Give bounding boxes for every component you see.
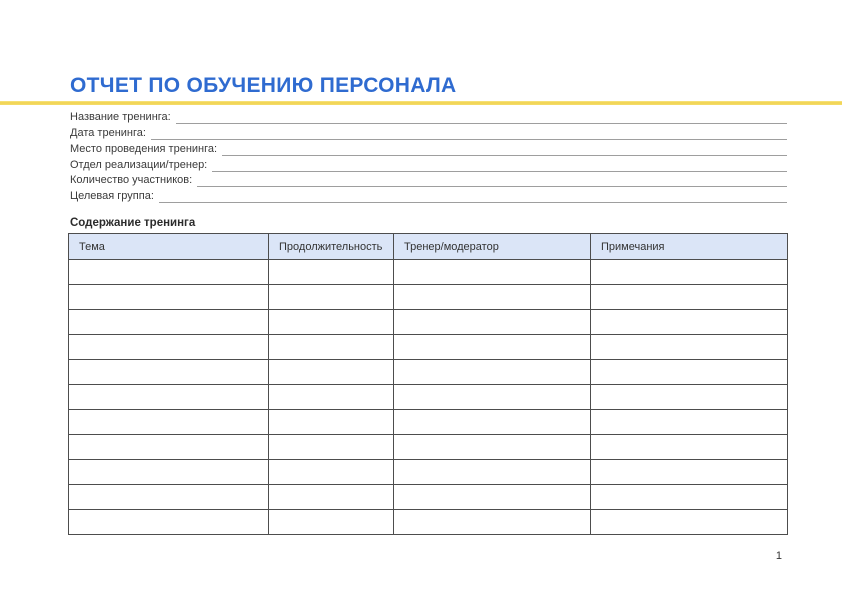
form-field-participants-count	[70, 172, 787, 188]
table-cell-duration[interactable]	[269, 510, 394, 535]
table-cell-trainer[interactable]	[394, 485, 591, 510]
field-input-line[interactable]	[159, 189, 787, 203]
form-field-training-name	[70, 108, 787, 124]
table-cell-trainer[interactable]	[394, 285, 591, 310]
form-field-target-group	[70, 187, 787, 203]
table-cell-notes[interactable]	[591, 310, 788, 335]
table-cell-topic[interactable]	[69, 510, 269, 535]
table-cell-duration[interactable]	[269, 410, 394, 435]
table-header-row	[69, 234, 788, 260]
training-content-table	[68, 233, 788, 535]
table-cell-duration[interactable]	[269, 285, 394, 310]
table-cell-notes[interactable]	[591, 335, 788, 360]
field-input-line[interactable]	[197, 173, 787, 187]
field-label: Название тренинга:	[70, 110, 171, 123]
table-cell-duration[interactable]	[269, 335, 394, 360]
table-cell-duration[interactable]	[269, 310, 394, 335]
table-cell-notes[interactable]	[591, 360, 788, 385]
page-number: 1	[775, 550, 782, 562]
table-cell-notes[interactable]	[591, 285, 788, 310]
column-header-notes: Примечания	[591, 234, 788, 260]
table-cell-notes[interactable]	[591, 435, 788, 460]
table-cell-topic[interactable]	[69, 360, 269, 385]
table-row	[69, 460, 788, 485]
column-header-trainer: Тренер/модератор	[394, 234, 591, 260]
table-cell-notes[interactable]	[591, 410, 788, 435]
field-input-line[interactable]	[151, 126, 787, 140]
table-row	[69, 260, 788, 285]
table-cell-notes[interactable]	[591, 260, 788, 285]
table-cell-duration[interactable]	[269, 360, 394, 385]
table-cell-duration[interactable]	[269, 385, 394, 410]
table-row	[69, 335, 788, 360]
table-cell-notes[interactable]	[591, 485, 788, 510]
table-cell-duration[interactable]	[269, 435, 394, 460]
table-cell-topic[interactable]	[69, 410, 269, 435]
field-label: Дата тренинга:	[70, 126, 146, 139]
report-form-fields	[70, 108, 787, 203]
table-cell-topic[interactable]	[69, 435, 269, 460]
table-cell-notes[interactable]	[591, 460, 788, 485]
table-cell-topic[interactable]	[69, 385, 269, 410]
field-input-line[interactable]	[176, 110, 787, 124]
table-cell-topic[interactable]	[69, 260, 269, 285]
table-cell-trainer[interactable]	[394, 260, 591, 285]
table-cell-topic[interactable]	[69, 285, 269, 310]
form-field-training-date	[70, 124, 787, 140]
accent-divider	[0, 101, 842, 105]
field-input-line[interactable]	[212, 158, 787, 172]
field-label: Место проведения тренинга:	[70, 142, 218, 155]
table-cell-trainer[interactable]	[394, 385, 591, 410]
table-cell-trainer[interactable]	[394, 460, 591, 485]
field-label: Количество участников:	[70, 174, 193, 187]
form-field-department-trainer	[70, 156, 787, 172]
table-cell-notes[interactable]	[591, 385, 788, 410]
table-row	[69, 385, 788, 410]
table-cell-trainer[interactable]	[394, 310, 591, 335]
table-cell-trainer[interactable]	[394, 335, 591, 360]
table-cell-topic[interactable]	[69, 310, 269, 335]
field-input-line[interactable]	[222, 142, 787, 156]
table-row	[69, 410, 788, 435]
table-cell-topic[interactable]	[69, 485, 269, 510]
table-cell-topic[interactable]	[69, 335, 269, 360]
table-row	[69, 485, 788, 510]
table-cell-duration[interactable]	[269, 260, 394, 285]
table-cell-duration[interactable]	[269, 460, 394, 485]
section-title: Содержание тренинга	[70, 217, 196, 229]
table-cell-duration[interactable]	[269, 485, 394, 510]
form-field-training-location	[70, 140, 787, 156]
field-label: Отдел реализации/тренер:	[70, 158, 208, 171]
table-row	[69, 510, 788, 535]
page-title: ОТЧЕТ ПО ОБУЧЕНИЮ ПЕРСОНАЛА	[70, 74, 457, 97]
table-cell-trainer[interactable]	[394, 510, 591, 535]
table-cell-notes[interactable]	[591, 510, 788, 535]
table-row	[69, 285, 788, 310]
column-header-duration: Продолжительность	[269, 234, 394, 260]
table-cell-trainer[interactable]	[394, 360, 591, 385]
table-row	[69, 435, 788, 460]
table-cell-topic[interactable]	[69, 460, 269, 485]
table-cell-trainer[interactable]	[394, 410, 591, 435]
table-row	[69, 310, 788, 335]
field-label: Целевая группа:	[70, 190, 154, 203]
column-header-topic: Тема	[69, 234, 269, 260]
table-cell-trainer[interactable]	[394, 435, 591, 460]
table-row	[69, 360, 788, 385]
